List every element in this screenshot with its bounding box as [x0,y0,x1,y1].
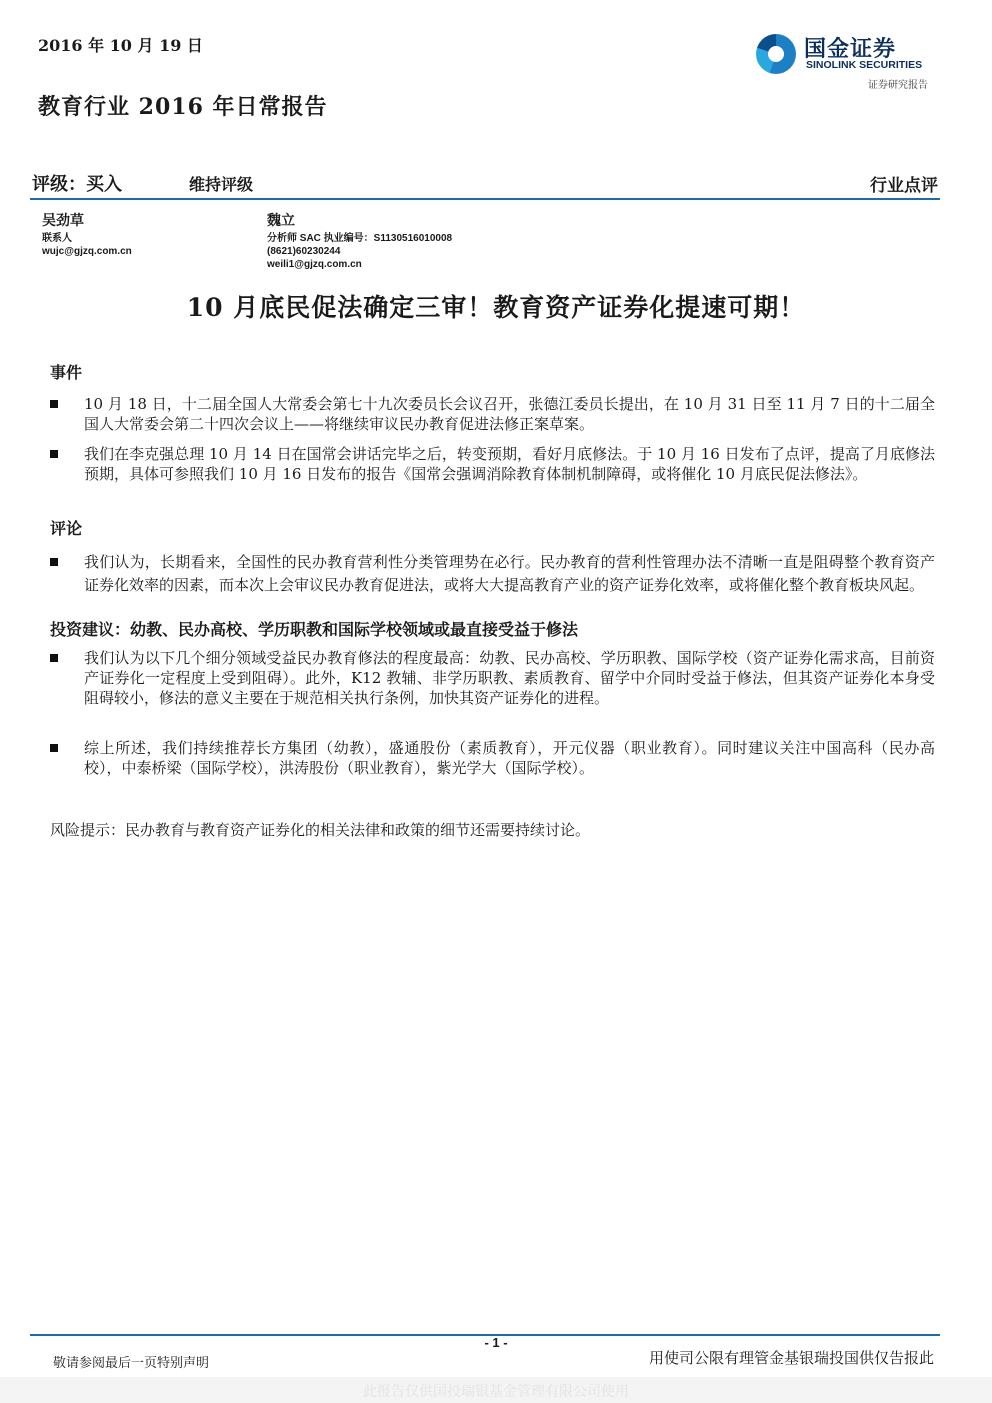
bullet-square-icon [50,744,58,752]
footer-usage-note: 用使司公限有理管金基银瑞投国供仅告报此 [648,1349,934,1367]
logo-chinese-name: 国金证券 [804,37,897,62]
bullet-square-icon [50,450,58,458]
list-item [50,738,935,778]
header-divider [30,198,940,200]
list-item [50,648,935,708]
analyst-email: wujc@gjzq.com.cn [42,246,132,257]
report-series-title: 教育行业 2016 年日常报告 [38,94,328,120]
rating-status: 维持评级 [189,175,254,194]
bullet-square-icon [50,558,58,566]
section-title-advice: 投资建议：幼教、民办高校、学历职教和国际学校领域或最直接受益于修法 [50,620,579,639]
report-date: 2016 年 10 月 19 日 [38,36,203,55]
bullet-square-icon [50,654,58,662]
bullet-text: 我们认为，长期看来，全国性的民办教育营利性分类管理势在必行。民办教育的营利性管理办法不清晰一直是阻碍整个教育资产证券化效率的因素，而本次上会审议民办教育促进法，或将大大提高教育产业的资产证券化效率，或将催化整个教育板块风起。 [84,553,935,594]
bullet-text: 10 月 18 日，十二届全国人大常委会第七十九次委员长会议召开，张德江委员长提出，在 10 月 31 日至 11 月 7 日的十二届全国人大常委会第二十四次会议上——将继续审议民办教育促进法修正案草案。 [84,395,935,433]
sinolink-logo-icon [756,34,796,74]
analyst-email: weili1@gjzq.com.cn [267,259,362,270]
page-number: - 1 - [484,1335,508,1350]
analyst-role: 分析师 SAC 执业编号：S1130516010008 [267,233,453,244]
list-item [50,551,935,596]
company-logo [756,32,944,90]
analyst-role: 联系人 [42,233,72,244]
watermark-text: 此报告仅供国投瑞银基金管理有限公司使用 [363,1384,629,1400]
report-category: 行业点评 [870,176,938,196]
risk-warning: 风险提示：民办教育与教育资产证券化的相关法律和政策的细节还需要持续讨论。 [50,821,591,839]
rating-label: 评级：买入 [32,174,122,195]
analyst-contact [42,210,132,258]
bullet-square-icon [50,400,58,408]
section-title-event: 事件 [50,363,83,382]
list-item [50,444,935,484]
bullet-text: 我们认为以下几个细分领域受益民办教育修法的程度最高：幼教、民办高校、学历职教、国际学校（资产证券化需求高，目前资产证券化一定程度上受到阻碍）。此外，K12 教辅、非学历职教、素质教育、留学中介同时受益于修法，但其资产证券化本身受阻碍较小，修法的意义主要在于规范相关执行条例，加快其资产证券化的进程。 [84,649,935,707]
analyst-phone: (8621)60230244 [267,246,341,257]
disclaimer-note: 敬请参阅最后一页特别声明 [53,1356,210,1371]
analyst-contact [267,210,452,271]
logo-english-name: SINOLINK SECURITIES [806,59,923,71]
bullet-text: 综上所述，我们持续推荐长方集团（幼教），盛通股份（素质教育），开元仪器（职业教育）。同时建议关注中国高科（民办高校），中泰桥梁（国际学校），洪涛股份（职业教育），紫光学大（国际学校）。 [84,739,935,777]
analyst-name: 吴劲草 [42,213,84,229]
rating-bar [32,168,940,198]
bullet-text: 我们在李克强总理 10 月 14 日在国常会讲话完毕之后，转变预期，看好月底修法。于 10 月 16 日发布了点评，提高了月底修法预期，具体可参照我们 10 月 16 日发布的报告《国常会强调消除教育体制机制障碍，或将催化 10 月底民促法修法》。 [84,445,935,483]
logo-subtitle: 证券研究报告 [868,80,928,91]
list-item [50,394,935,434]
report-headline: 10 月底民促法确定三审！教育资产证券化提速可期！ [186,293,806,322]
section-title-comment: 评论 [50,519,83,538]
analyst-name: 魏立 [267,213,295,229]
